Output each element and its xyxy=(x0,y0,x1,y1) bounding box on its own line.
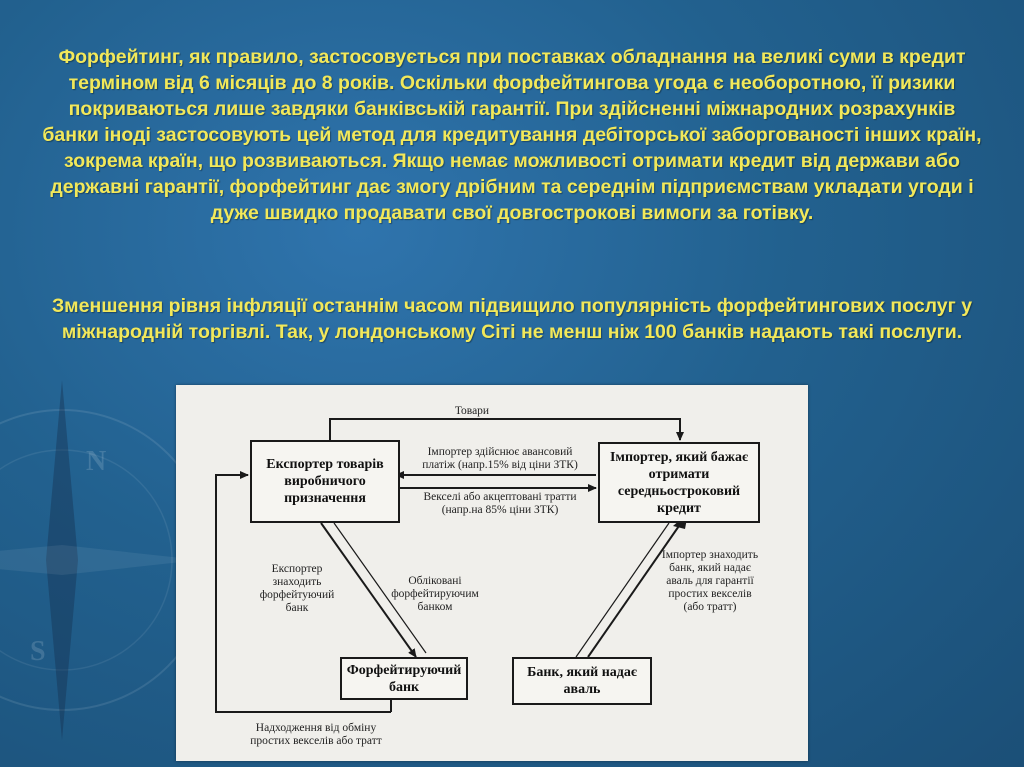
advance-payment-label: Імпортер здійснює авансовий платіж (напр.15% від ціни ЗТК) xyxy=(422,446,578,471)
discounted-label: Обліковані форфейтируючим банком xyxy=(391,575,479,613)
importer-to-aval-bank-arrow-outline xyxy=(576,523,669,657)
svg-text:N: N xyxy=(86,446,107,477)
exporter-finds-bank-label: Експортер знаходить форфейтуючий банк xyxy=(259,563,335,614)
exporter-node: Експортер товарів виробничого призначення xyxy=(250,440,400,523)
goods-label: Товари xyxy=(454,405,490,417)
goods-arrow xyxy=(330,419,680,440)
slide-paragraph-2: Зменшення рівня інфляції останнім часом підвищило популярність форфейтингових послуг у міжнародній торгівлі. Так, у лондонському Сіті не менш ніж 100 банків надають такі послуги. xyxy=(51,295,973,343)
proceeds-label: Надходження від обміну простих векселів або тратт xyxy=(250,722,382,747)
importer-node: Імпортер, який бажає отримати середньостроковий кредит xyxy=(598,442,760,523)
bills-label: Векселі або акцептовані тратти (напр.на 85% ціни ЗТК) xyxy=(423,491,577,516)
forfaiting-bank-node: Форфейтируючий банк xyxy=(340,657,468,700)
slide-paragraph-1: Форфейтинг, як правило, застосовується при поставках обладнання на великі суми в кредит терміном від 6 місяців до 8 років. Оскільки форфейтингова угода є необоротною, її ризики покриваються лише завдяки банківській гарантії. При здійсненні міжнародних розрахунків банки іноді застосовують цей метод для кредитування дебіторської заборгованості інших країн, зокрема країн, що розвиваються. Якщо немає можливості отримати кредит від держави або державні гарантії, форфейтинг дає змогу дрібним та середнім підприємствам укладати угоди і дуже швидко продавати свої довгострокові вимоги за готівку. xyxy=(42,46,982,224)
aval-bank-node: Банк, який надає аваль xyxy=(512,657,652,705)
importer-finds-bank-label: Імпортер знаходить банк, який надає аваль для гарантії простих векселів (або тратт) xyxy=(661,549,759,613)
forfaiting-scheme-diagram xyxy=(176,385,808,761)
svg-text:S: S xyxy=(30,636,46,667)
